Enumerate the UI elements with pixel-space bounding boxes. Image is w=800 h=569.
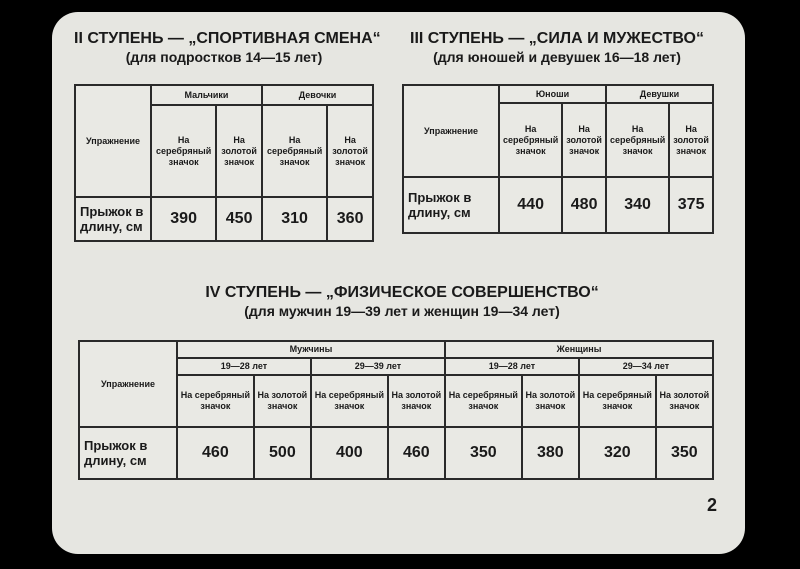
value-cell: 440 bbox=[499, 177, 562, 233]
row-label-long-jump: Прыжок в длину, см bbox=[79, 427, 177, 479]
value-cell: 340 bbox=[606, 177, 669, 233]
value-cell: 390 bbox=[151, 197, 216, 241]
group-girls: Девушки bbox=[606, 85, 713, 103]
value-cell: 480 bbox=[562, 177, 606, 233]
table2-heading bbox=[397, 30, 717, 66]
subcol-silver: На серебряный значок bbox=[606, 103, 669, 177]
value-cell: 320 bbox=[579, 427, 656, 479]
subcol-silver: На серебряный значок bbox=[445, 375, 522, 427]
age-group: 29—39 лет bbox=[311, 358, 445, 375]
col-exercise: Упражнение bbox=[75, 85, 151, 197]
subcol-gold: На золотой значок bbox=[216, 105, 262, 197]
col-exercise: Упражнение bbox=[79, 341, 177, 427]
subcol-silver: На серебряный значок bbox=[177, 375, 254, 427]
table2-title: III СТУПЕНЬ — „СИЛА И МУЖЕСТВО“ bbox=[410, 30, 704, 47]
age-group: 19—28 лет bbox=[445, 358, 579, 375]
table2-subtitle: (для юношей и девушек 16—18 лет) bbox=[433, 49, 681, 65]
subcol-silver: На серебряный значок bbox=[151, 105, 216, 197]
subcol-gold: На золотой значок bbox=[656, 375, 713, 427]
subcol-gold: На золотой значок bbox=[669, 103, 713, 177]
subcol-gold: На золотой значок bbox=[562, 103, 606, 177]
value-cell: 500 bbox=[254, 427, 311, 479]
table1-subtitle: (для подростков 14—15 лет) bbox=[125, 49, 323, 65]
subcol-gold: На золотой значок bbox=[327, 105, 373, 197]
value-cell: 460 bbox=[388, 427, 445, 479]
value-cell: 460 bbox=[177, 427, 254, 479]
subcol-gold: На золотой значок bbox=[254, 375, 311, 427]
group-girls: Девочки bbox=[262, 85, 373, 105]
age-group: 19—28 лет bbox=[177, 358, 311, 375]
table3-title: IV СТУПЕНЬ — „ФИЗИЧЕСКОЕ СОВЕРШЕНСТВО“ bbox=[205, 284, 599, 301]
table1-title: II СТУПЕНЬ — „СПОРТИВНАЯ СМЕНА“ bbox=[74, 30, 381, 47]
group-men: Мужчины bbox=[177, 341, 445, 358]
table1-heading bbox=[74, 30, 381, 66]
table2 bbox=[402, 84, 714, 234]
age-group: 29—34 лет bbox=[579, 358, 713, 375]
subcol-silver: На серебряный значок bbox=[311, 375, 388, 427]
subcol-gold: На золотой значок bbox=[522, 375, 579, 427]
value-cell: 400 bbox=[311, 427, 388, 479]
value-cell: 350 bbox=[656, 427, 713, 479]
group-boys: Мальчики bbox=[151, 85, 262, 105]
row-label-long-jump: Прыжок в длину, см bbox=[75, 197, 151, 241]
row-label-long-jump: Прыжок в длину, см bbox=[403, 177, 499, 233]
group-women: Женщины bbox=[445, 341, 713, 358]
value-cell: 375 bbox=[669, 177, 713, 233]
table3 bbox=[78, 340, 714, 480]
value-cell: 380 bbox=[522, 427, 579, 479]
value-cell: 350 bbox=[445, 427, 522, 479]
subcol-silver: На серебряный значок bbox=[579, 375, 656, 427]
table1 bbox=[74, 84, 374, 242]
slide bbox=[52, 12, 745, 554]
page-number: 2 bbox=[706, 495, 717, 515]
table3-heading bbox=[172, 284, 632, 320]
value-cell: 450 bbox=[216, 197, 262, 241]
subcol-silver: На серебряный значок bbox=[499, 103, 562, 177]
group-youths: Юноши bbox=[499, 85, 606, 103]
value-cell: 360 bbox=[327, 197, 373, 241]
subcol-gold: На золотой значок bbox=[388, 375, 445, 427]
subcol-silver: На серебряный значок bbox=[262, 105, 327, 197]
table3-subtitle: (для мужчин 19—39 лет и женщин 19—34 лет) bbox=[244, 303, 560, 319]
col-exercise: Упражнение bbox=[403, 85, 499, 177]
value-cell: 310 bbox=[262, 197, 327, 241]
